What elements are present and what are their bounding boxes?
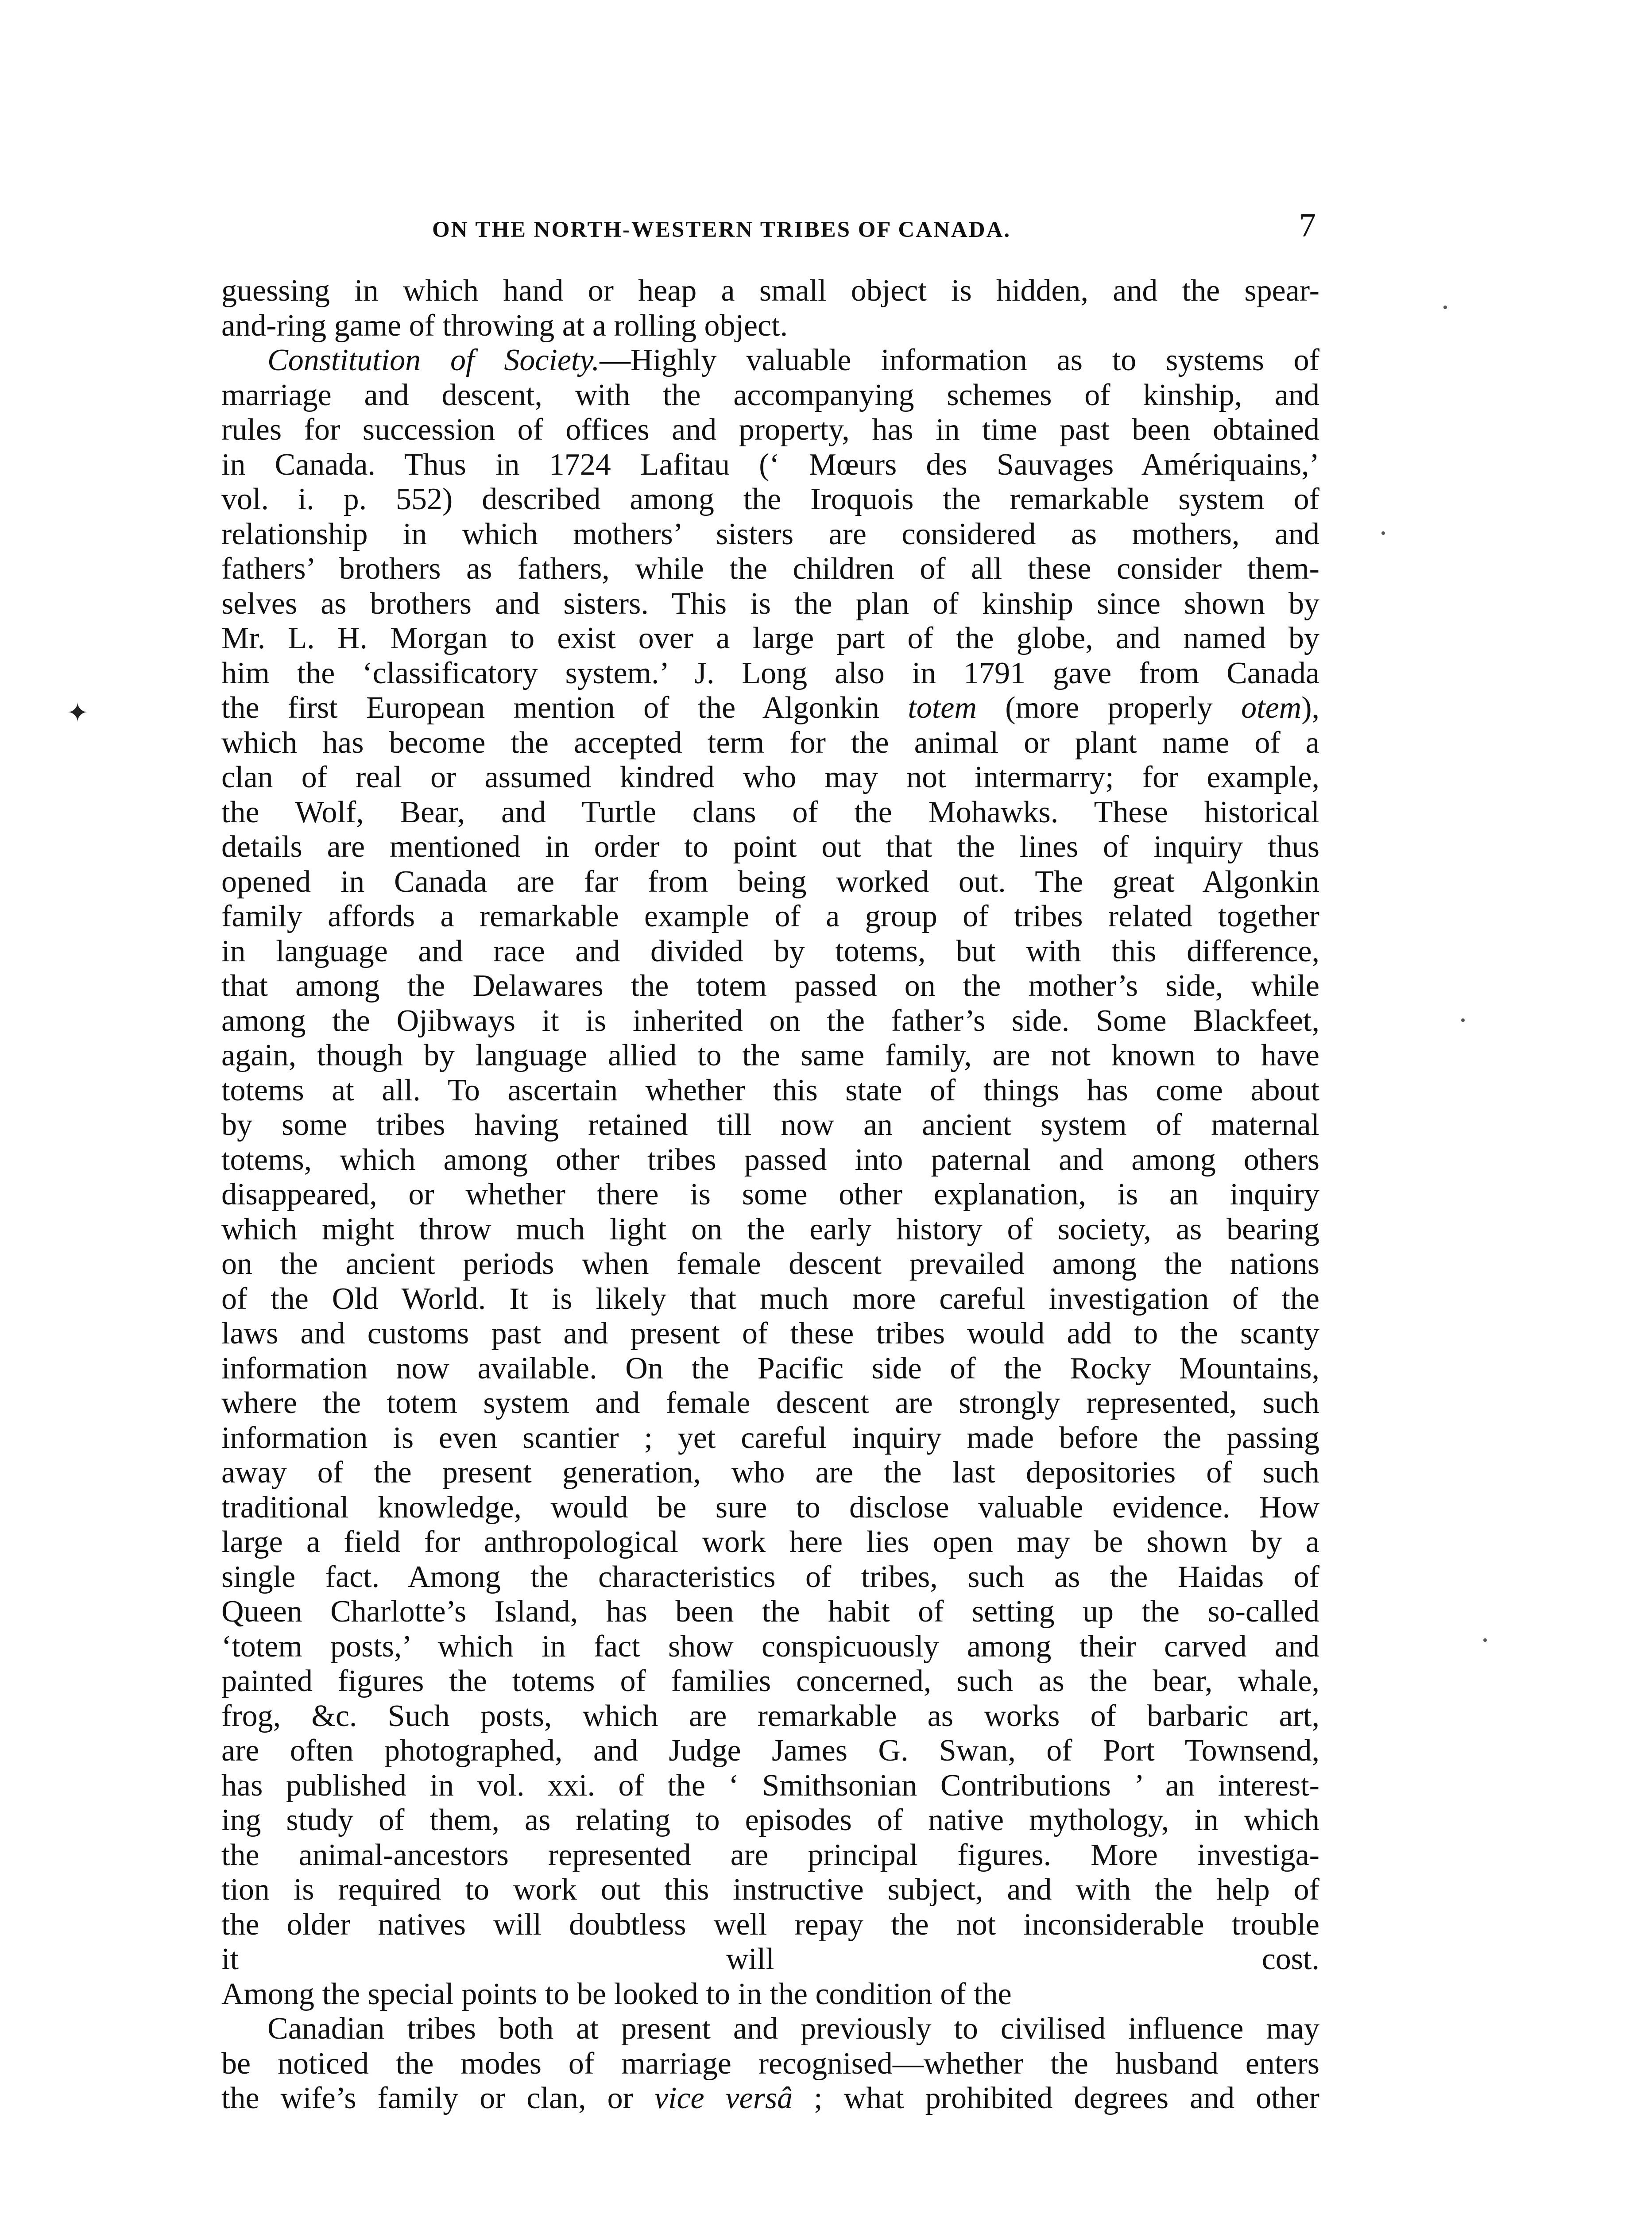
text-line: among the Ojibways it is inherited on the father’s side. Some Blackfeet, <box>221 1003 1319 1038</box>
text-line: vol. i. p. 552) described among the Iroquois the remarkable system of <box>221 482 1319 516</box>
text-line: information now available. On the Pacific side of the Rocky Mountains, <box>221 1351 1319 1386</box>
text-line: family affords a remarkable example of a group of tribes related together <box>221 899 1319 933</box>
text-line: has published in vol. xxi. of the ‘ Smithsonian Contributions ’ an interest- <box>221 1768 1319 1803</box>
page-speck <box>1381 531 1385 535</box>
text-line: him the ‘classificatory system.’ J. Long also in 1791 gave from Canada <box>221 656 1319 690</box>
text-line: again, though by language allied to the same family, are not known to have <box>221 1038 1319 1072</box>
text-line: frog, &c. Such posts, which are remarkable as works of barbaric art, <box>221 1699 1319 1733</box>
running-header <box>218 207 1316 259</box>
text-line: Constitution of Society.—Highly valuable information as to systems of <box>267 343 1319 377</box>
text-line: where the totem system and female descent are strongly represented, such <box>221 1386 1319 1420</box>
text-line: the Wolf, Bear, and Turtle clans of the Mohawks. These historical <box>221 795 1319 829</box>
text-line: traditional knowledge, would be sure to disclose valuable evidence. How <box>221 1490 1319 1525</box>
text-line: tion is required to work out this instructive subject, and with the help of <box>221 1873 1319 1907</box>
text-line: Canadian tribes both at present and previously to civilised influence may <box>267 2012 1319 2046</box>
page-speck <box>1461 1018 1465 1022</box>
text-line: marriage and descent, with the accompanying schemes of kinship, and <box>221 378 1319 412</box>
text-line: the wife’s family or clan, or vice versâ ; what prohibited degrees and other <box>221 2081 1319 2115</box>
page-speck <box>1443 306 1447 309</box>
text-line: relationship in which mothers’ sisters are considered as mothers, and <box>221 517 1319 551</box>
text-line: totems, which among other tribes passed into paternal and among others <box>221 1142 1319 1177</box>
text-line: Mr. L. H. Morgan to exist over a large part of the globe, and named by <box>221 621 1319 655</box>
text-line: be noticed the modes of marriage recognised—whether the husband enters <box>221 2046 1319 2081</box>
text-line: the older natives will doubtless well repay the not inconsiderable trouble <box>221 1907 1319 1942</box>
text-line: Queen Charlotte’s Island, has been the habit of setting up the so-called <box>221 1595 1319 1629</box>
text-line: large a field for anthropological work here lies open may be shown by a <box>221 1525 1319 1559</box>
text-line: totems at all. To ascertain whether this state of things has come about <box>221 1073 1319 1107</box>
text-line: on the ancient periods when female descent prevailed among the nations <box>221 1247 1319 1281</box>
text-line: it will cost. <box>221 1942 1319 1976</box>
text-line: single fact. Among the characteristics of tribes, such as the Haidas of <box>221 1560 1319 1594</box>
text-line: Among the special points to be looked to in the condition of the <box>221 1977 1012 2011</box>
text-line: and-ring game of throwing at a rolling object. <box>221 308 788 343</box>
text-line: which might throw much light on the early history of society, as bearing <box>221 1212 1319 1246</box>
text-line: fathers’ brothers as fathers, while the children of all these consider them- <box>221 552 1319 586</box>
text-line: that among the Delawares the totem passed on the mother’s side, while <box>221 969 1319 1003</box>
text-line: painted figures the totems of families concerned, such as the bear, whale, <box>221 1664 1319 1698</box>
page-speck <box>1483 1638 1487 1642</box>
text-line: details are mentioned in order to point out that the lines of inquiry thus <box>221 830 1319 864</box>
text-line: the animal-ancestors represented are principal figures. More investiga- <box>221 1838 1319 1872</box>
text-line: opened in Canada are far from being worked out. The great Algonkin <box>221 864 1319 899</box>
text-line: disappeared, or whether there is some other explanation, is an inquiry <box>221 1177 1319 1212</box>
text-line: by some tribes having retained till now an ancient system of maternal <box>221 1108 1319 1142</box>
text-line: away of the present generation, who are the last depositories of such <box>221 1455 1319 1490</box>
text-line: laws and customs past and present of these tribes would add to the scanty <box>221 1316 1319 1351</box>
text-line: clan of real or assumed kindred who may not intermarry; for example, <box>221 760 1319 794</box>
text-line: which has become the accepted term for the animal or plant name of a <box>221 725 1319 760</box>
text-line: ‘totem posts,’ which in fact show conspicuously among their carved and <box>221 1629 1319 1664</box>
text-line: the first European mention of the Algonkin totem (more properly otem), <box>221 691 1320 725</box>
page-number: 7 <box>1299 207 1316 244</box>
text-line: information is even scantier ; yet careful inquiry made before the passing <box>221 1421 1319 1455</box>
text-line: ing study of them, as relating to episodes of native mythology, in which <box>221 1803 1319 1837</box>
text-line: of the Old World. It is likely that much more careful investigation of the <box>221 1281 1319 1316</box>
text-line: rules for succession of offices and property, has in time past been obtained <box>221 413 1319 447</box>
margin-mark: ✦ <box>66 698 89 728</box>
body-text <box>221 274 1319 2116</box>
running-title: ON THE NORTH-WESTERN TRIBES OF CANADA. <box>432 217 1011 242</box>
text-line: in language and race and divided by totems, but with this difference, <box>221 934 1319 968</box>
text-line: in Canada. Thus in 1724 Lafitau (‘ Mœurs des Sauvages Amériquains,’ <box>221 447 1319 482</box>
text-line: guessing in which hand or heap a small object is hidden, and the spear- <box>221 274 1319 308</box>
text-line: selves as brothers and sisters. This is the plan of kinship since shown by <box>221 586 1319 621</box>
text-line: are often photographed, and Judge James G. Swan, of Port Townsend, <box>221 1734 1319 1768</box>
